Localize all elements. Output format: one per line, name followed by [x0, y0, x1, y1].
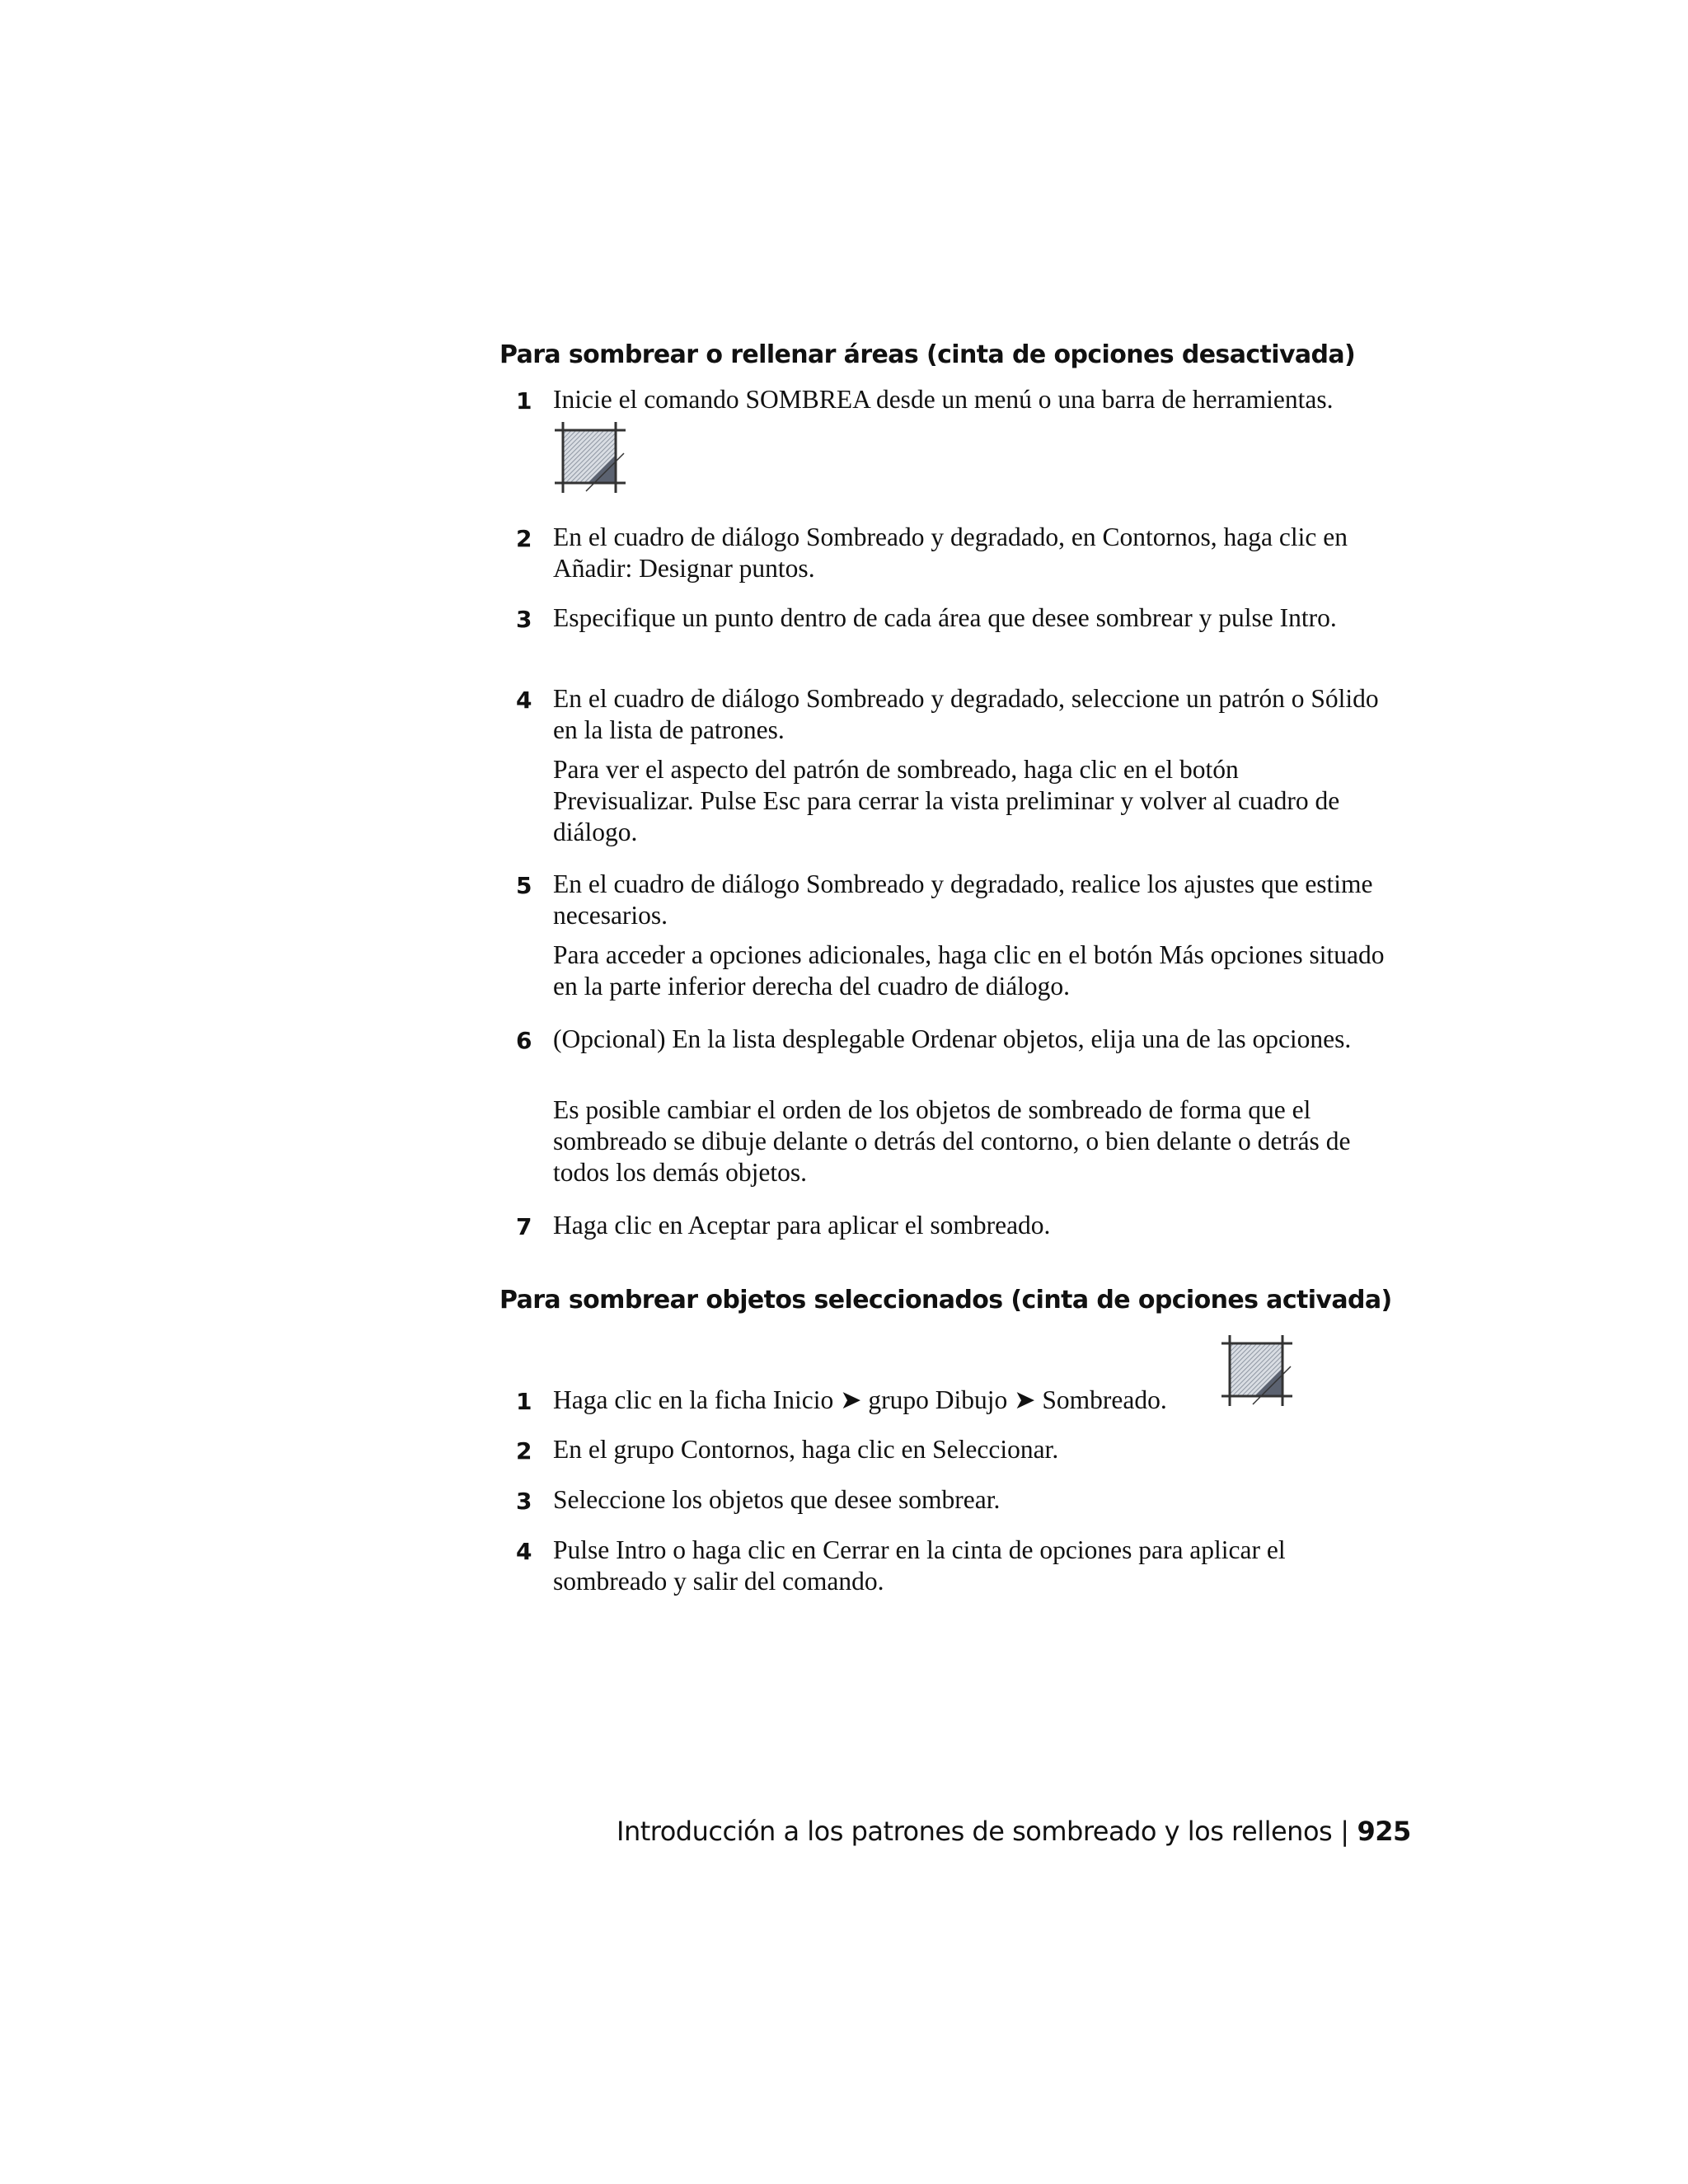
- step-text: Pulse Intro o haga clic en Cerrar en la cinta de opciones para aplicar el sombreado y salir del comando.: [553, 1535, 1286, 1596]
- step-text: En el cuadro de diálogo Sombreado y degradado, seleccione un patrón o Sólido en la lista de patrones.: [553, 684, 1379, 744]
- hatch-tool-icon: [553, 420, 627, 499]
- step-text: Especifique un punto dentro de cada área que desee sombrear y pulse Intro.: [553, 603, 1337, 632]
- step-text: En el grupo Contornos, haga clic en Seleccionar.: [553, 1435, 1059, 1464]
- step-number: 2: [516, 1437, 532, 1465]
- step-text: En el cuadro de diálogo Sombreado y degradado, en Contornos, haga clic en Añadir: Designar puntos.: [553, 523, 1348, 583]
- step-text: Haga clic en Aceptar para aplicar el sombreado.: [553, 1211, 1051, 1240]
- page-footer: [617, 1816, 1411, 1847]
- step-text: Inicie el comando SOMBREA desde un menú o una barra de herramientas.: [553, 385, 1334, 414]
- arrow-icon: ➤: [840, 1385, 862, 1414]
- footer-separator: |: [1340, 1816, 1349, 1847]
- arrow-icon: ➤: [1014, 1385, 1036, 1414]
- step-number: 4: [516, 1538, 532, 1565]
- step-number: 1: [516, 1388, 532, 1415]
- step-note: Para ver el aspecto del patrón de sombreado, haga clic en el botón Previsualizar. Pulse Esc para cerrar la vista preliminar y volver al cuadro de diálogo.: [553, 755, 1340, 846]
- step-number: 4: [516, 687, 532, 714]
- hatch-tool-icon: [1220, 1333, 1294, 1412]
- step-number: 6: [516, 1027, 532, 1054]
- step-number: 2: [516, 525, 532, 552]
- step-text-part: grupo Dibujo: [868, 1385, 1008, 1414]
- step-text: En el cuadro de diálogo Sombreado y degradado, realice los ajustes que estime necesarios.: [553, 869, 1373, 930]
- step-note: Es posible cambiar el orden de los objetos de sombreado de forma que el sombreado se dibuje delante o detrás del contorno, o bien delante o detrás de todos los demás objetos.: [553, 1095, 1351, 1187]
- step-number: 3: [516, 606, 532, 633]
- step-number: 1: [516, 387, 532, 415]
- step-number: 3: [516, 1488, 532, 1515]
- step-text-part: Sombreado.: [1042, 1385, 1167, 1414]
- footer-title: Introducción a los patrones de sombreado y los rellenos: [617, 1816, 1333, 1847]
- section-heading-no-ribbon: Para sombrear o rellenar áreas (cinta de opciones desactivada): [499, 340, 1356, 369]
- step-text: [553, 1385, 1167, 1416]
- step-text: (Opcional) En la lista desplegable Ordenar objetos, elija una de las opciones.: [553, 1024, 1352, 1053]
- page-number: 925: [1357, 1816, 1411, 1847]
- step-number: 7: [516, 1213, 532, 1240]
- section-heading-ribbon: Para sombrear objetos seleccionados (cinta de opciones activada): [499, 1286, 1392, 1315]
- step-note: Para acceder a opciones adicionales, haga clic en el botón Más opciones situado en la parte inferior derecha del cuadro de diálogo.: [553, 940, 1385, 1001]
- step-number: 5: [516, 872, 532, 899]
- step-text-part: Haga clic en la ficha Inicio: [553, 1385, 834, 1414]
- step-text: Seleccione los objetos que desee sombrear.: [553, 1485, 1001, 1514]
